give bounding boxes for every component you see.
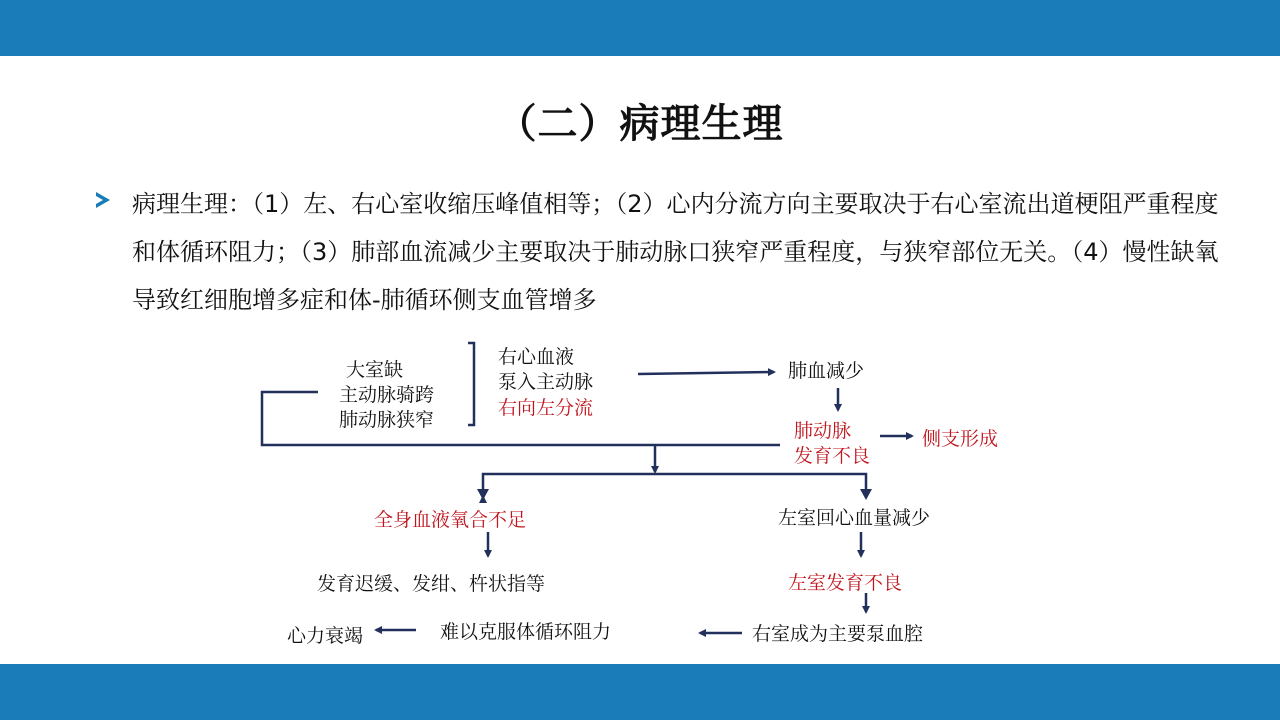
systemic-hypoxia: 全身血液氧合不足 [374, 509, 527, 531]
bullet-text: 病理生理：（1）左、右心室收缩压峰值相等；（2）心内分流方向主要取决于右心室流出道梗阻严重程度和体循环阻力；（3）肺部血流减少主要取决于肺动脉口狭窄严重程度，与狭窄部位无关。（4）慢性缺氧导致红细胞增多症和体-肺循环侧支血管增多 [132, 190, 1219, 314]
pa-line-2: 发育不良 [794, 445, 871, 467]
shunt-bracket [468, 343, 474, 425]
arrowhead-left-branch [477, 489, 489, 500]
shunt-line-3: 右向左分流 [498, 397, 594, 419]
slide-title: （二）病理生理 [496, 101, 784, 147]
collateral-formation: 侧支形成 [922, 428, 999, 450]
cause-overriding-aorta: 主动脉骑跨 [339, 384, 435, 406]
arrow-shunt-to-lungflow [638, 372, 774, 374]
heart-failure: 心力衰竭 [287, 625, 364, 647]
cause-pulmonary-stenosis: 肺动脉狭窄 [339, 409, 435, 431]
shunt-line-1: 右心血液 [498, 346, 575, 368]
pa-line-1: 肺动脉 [794, 420, 852, 442]
shunt-line-2: 泵入主动脉 [498, 371, 594, 393]
symptoms: 发育迟缓、发绀、杵状指等 [317, 573, 546, 595]
cannot-overcome-resistance: 难以克服体循环阻力 [440, 621, 612, 643]
lv-underdeveloped: 左室发育不良 [788, 572, 903, 594]
arrowhead-right-branch [860, 489, 872, 500]
split-bar [483, 474, 866, 497]
lung-flow-reduced: 肺血减少 [788, 360, 865, 382]
cause-vsd: 大室缺 [346, 359, 404, 381]
rv-main-pump: 右室成为主要泵血腔 [752, 623, 924, 645]
lv-return-reduced: 左室回心血量减少 [778, 507, 931, 529]
